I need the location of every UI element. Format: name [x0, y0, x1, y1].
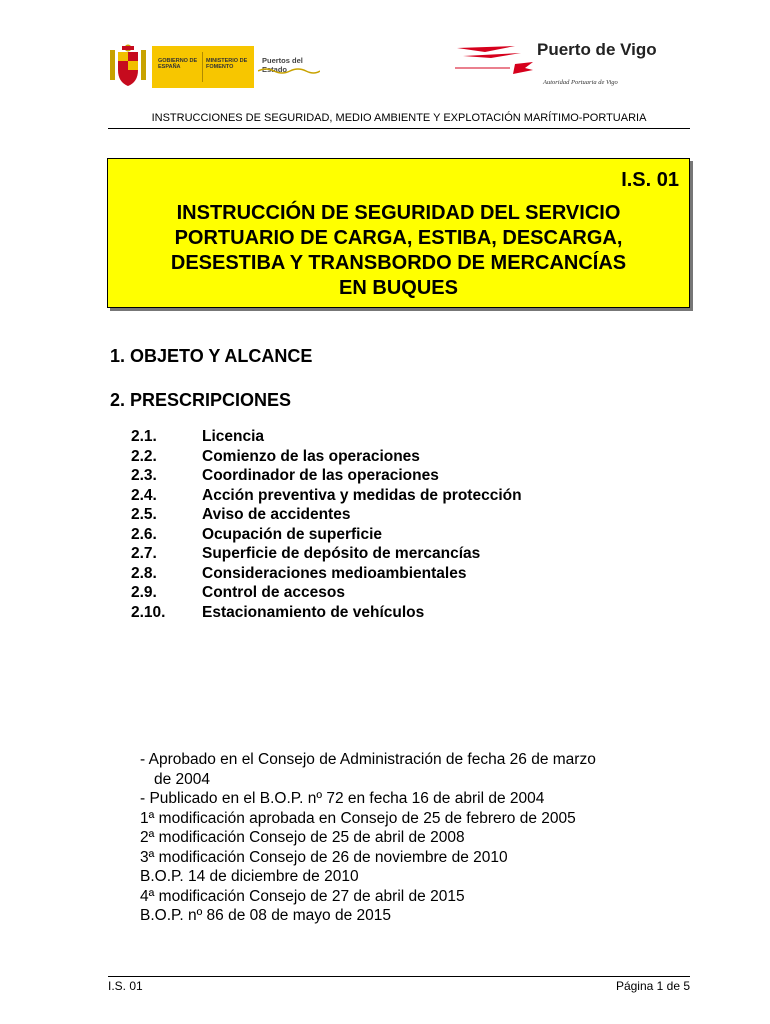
modification-note: 2ª modificación Consejo de 25 de abril de 2008	[140, 829, 465, 846]
title-box	[107, 158, 690, 308]
item-number: 2.7.	[131, 545, 157, 562]
modification-note: 1ª modificación aprobada en Consejo de 25 de febrero de 2005	[140, 810, 576, 827]
approval-note: - Aprobado en el Consejo de Administración de fecha 26 de marzo	[140, 751, 596, 768]
item-label: Control de accesos	[202, 584, 345, 601]
title-line: EN BUQUES	[339, 277, 458, 299]
item-number: 2.2.	[131, 448, 157, 465]
item-label: Comienzo de las operaciones	[202, 448, 420, 465]
puerto-de-vigo-logo	[455, 38, 670, 94]
item-number: 2.5.	[131, 506, 157, 523]
document-code: I.S. 01	[621, 169, 679, 191]
government-banner	[152, 46, 254, 88]
document-header-text: INSTRUCCIONES DE SEGURIDAD, MEDIO AMBIENTE Y EXPLOTACIÓN MARÍTIMO-PORTUARIA	[151, 112, 647, 124]
page-number: Página 1 de 5	[615, 979, 690, 993]
publication-note: B.O.P. nº 86 de 08 de mayo de 2015	[140, 907, 391, 924]
title-line: PORTUARIO DE CARGA, ESTIBA, DESCARGA,	[174, 227, 623, 249]
gobierno-espana-logo	[108, 42, 318, 94]
item-number: 2.8.	[131, 565, 157, 582]
item-number: 2.10.	[131, 604, 166, 621]
publication-note: B.O.P. 14 de diciembre de 2010	[140, 868, 359, 885]
footer-document-code: I.S. 01	[108, 979, 143, 993]
item-label: Acción preventiva y medidas de protección	[202, 487, 522, 504]
item-label: Ocupación de superficie	[202, 526, 383, 543]
item-number: 2.1.	[131, 428, 157, 445]
wave-icon	[258, 66, 320, 74]
item-label: Coordinador de las operaciones	[202, 467, 439, 484]
puerto-de-vigo-title: Puerto de Vigo	[537, 40, 657, 59]
section-heading: 2. PRESCRIPCIONES	[110, 390, 292, 410]
item-label: Superficie de depósito de mercancías	[202, 545, 481, 562]
item-number: 2.4.	[131, 487, 157, 504]
modification-note: 3ª modificación Consejo de 26 de noviembre de 2010	[140, 849, 508, 866]
autoridad-portuaria-subtitle: Autoridad Portuaria de Vigo	[543, 79, 618, 86]
item-label: Licencia	[202, 428, 265, 445]
publication-note: - Publicado en el B.O.P. nº 72 en fecha 16 de abril de 2004	[140, 790, 545, 807]
puertos-del-estado-label: Puertos del Estado	[262, 56, 303, 74]
puerto-vigo-mark-icon	[455, 38, 535, 78]
footer-divider	[108, 976, 690, 977]
item-number: 2.9.	[131, 584, 157, 601]
ministry-name: MINISTERIO DE FOMENTO	[206, 58, 248, 70]
title-line: DESESTIBA Y TRANSBORDO DE MERCANCÍAS	[170, 252, 627, 274]
title-line: INSTRUCCIÓN DE SEGURIDAD DEL SERVICIO	[176, 202, 621, 224]
header-divider	[108, 128, 690, 129]
item-number: 2.6.	[131, 526, 157, 543]
item-label: Consideraciones medioambientales	[202, 565, 467, 582]
modification-note: 4ª modificación Consejo de 27 de abril de 2015	[140, 888, 465, 905]
approval-note-continued: de 2004	[154, 771, 211, 788]
item-label: Estacionamiento de vehículos	[202, 604, 425, 621]
coat-of-arms-icon	[108, 44, 148, 90]
government-name: GOBIERNO DE ESPAÑA	[158, 58, 198, 70]
section-heading: 1. OBJETO Y ALCANCE	[110, 346, 313, 366]
item-number: 2.3.	[131, 467, 157, 484]
item-label: Aviso de accidentes	[202, 506, 351, 523]
